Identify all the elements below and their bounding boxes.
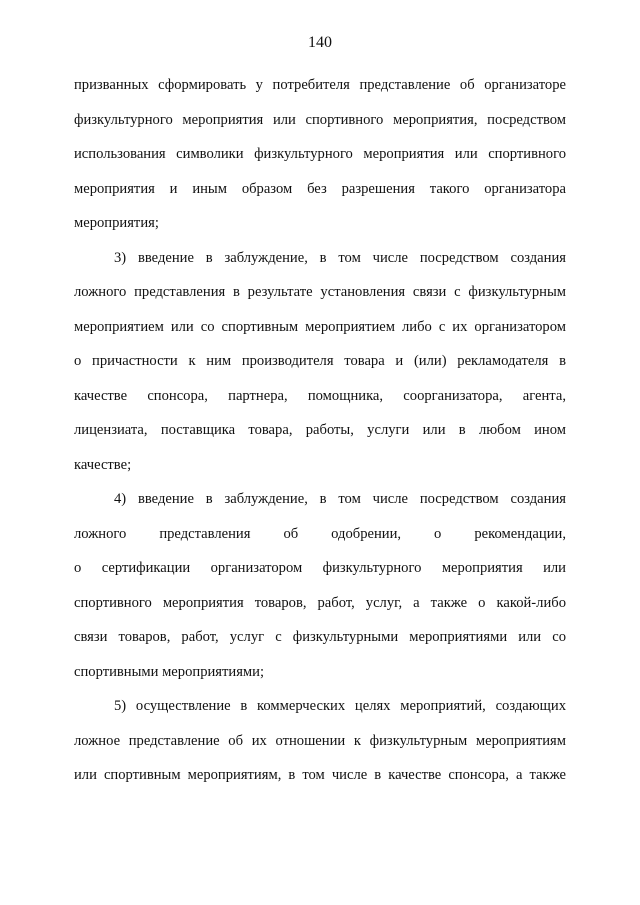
text-line: качестве спонсора, партнера, помощника, соорганизатора, агента,: [74, 387, 566, 404]
text-line: 4) введение в заблуждение, в том числе посредством создания: [114, 491, 566, 507]
text-line: ложного представления в результате установления связи с физкультурным: [74, 284, 566, 300]
document-body: [74, 68, 566, 793]
text-line: физкультурного мероприятия или спортивного мероприятия, посредством: [74, 111, 566, 128]
text-line: мероприятием или со спортивным мероприятием либо с их организатором: [74, 318, 566, 335]
text-line: спортивного мероприятия товаров, работ, услуг, а также о какой-либо: [74, 594, 566, 611]
text-line: лицензиата, поставщика товара, работы, услуги или в любом ином: [74, 422, 566, 438]
page-number: 140: [308, 34, 332, 51]
text-line: спортивными мероприятиями;: [74, 663, 265, 680]
text-line: о причастности к ним производителя товара и (или) рекламодателя в: [74, 353, 566, 369]
text-line: 5) осуществление в коммерческих целях мероприятий, создающих: [114, 698, 566, 714]
text-line: или спортивным мероприятиям, в том числе в качестве спонсора, а также: [74, 767, 566, 783]
text-line: ложного представления об одобрении, о рекомендации,: [74, 525, 566, 542]
text-line: призванных сформировать у потребителя представление об организаторе: [74, 77, 566, 93]
text-line: 3) введение в заблуждение, в том числе посредством создания: [114, 249, 566, 266]
text-line: мероприятия и иным образом без разрешения такого организатора: [74, 180, 566, 197]
text-line: качестве;: [74, 456, 132, 473]
text-line: ложное представление об их отношении к физкультурным мероприятиям: [74, 732, 566, 749]
text-line: использования символики физкультурного мероприятия или спортивного: [74, 146, 566, 162]
text-line: о сертификации организатором физкультурного мероприятия или: [74, 560, 566, 576]
text-line: связи товаров, работ, услуг с физкультурными мероприятиями или со: [74, 629, 566, 645]
text-line: мероприятия;: [74, 215, 159, 231]
